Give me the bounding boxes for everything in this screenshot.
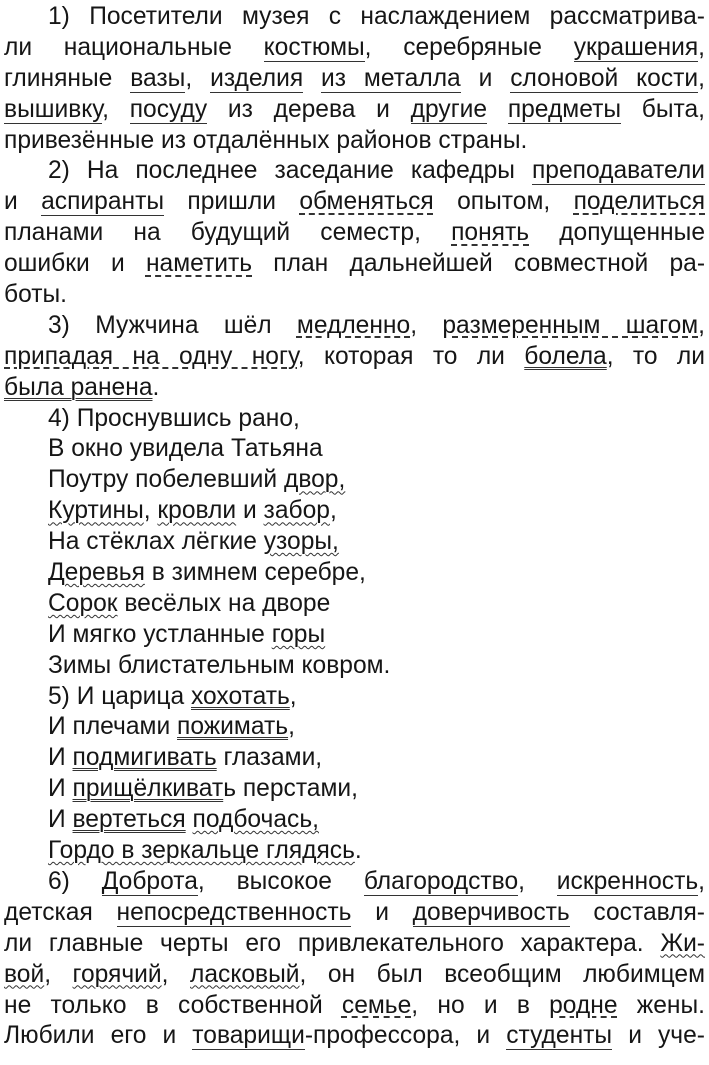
text-line [4, 218, 705, 249]
text-run: В окно увидела Татьяна [48, 435, 323, 463]
marked-word: Жи- [660, 929, 705, 957]
text-run: ли главные черты его привлекательного характера. [4, 929, 661, 957]
text-line [4, 465, 705, 496]
text-run: На стёклах лёгкие [48, 528, 264, 556]
text-run: , [185, 64, 211, 92]
text-run: 6) [48, 867, 102, 895]
text-run: , [698, 64, 706, 92]
text-run: , [518, 867, 557, 895]
marked-word: преподаватели [531, 157, 705, 185]
marked-word: вышивку [4, 95, 103, 123]
text-line [4, 280, 705, 311]
text-run: ь перстами, [223, 775, 358, 803]
text-run: , [410, 311, 443, 339]
text-line [4, 126, 705, 157]
text-run: весёлых на дворе [117, 589, 331, 617]
marked-word: пожимать [177, 713, 289, 741]
text-run: глазами, [216, 744, 323, 772]
marked-word: узоры, [263, 528, 339, 556]
marked-word: припадая на одну ногу [4, 342, 298, 370]
text-run: И [48, 775, 73, 803]
text-run: . [354, 837, 362, 865]
text-run: И [48, 744, 73, 772]
text-run: , [698, 33, 705, 61]
text-line [4, 187, 705, 218]
text-run: . [152, 373, 160, 401]
text-line [4, 712, 705, 743]
text-line [4, 249, 705, 280]
text-line [4, 743, 705, 774]
marked-word: вой [4, 960, 45, 988]
marked-word: доверчивость [412, 898, 570, 926]
text-run: пришли [164, 188, 300, 216]
marked-word: двор, [283, 466, 346, 494]
text-run: опытом, [433, 188, 574, 216]
text-run: И плечами [48, 713, 178, 741]
text-run: и [351, 898, 413, 926]
marked-word: болела [524, 342, 607, 370]
text-line [4, 589, 705, 620]
text-run: составля- [569, 898, 705, 926]
text-line [4, 960, 705, 991]
text-run: , [289, 682, 297, 710]
text-line [4, 434, 705, 465]
text-run: , [161, 960, 190, 988]
marked-word: благородство [363, 867, 519, 895]
text-line [4, 342, 705, 373]
marked-word: товарищи [192, 1022, 305, 1050]
text-run: , [143, 497, 158, 525]
text-run: глиняные [4, 64, 131, 92]
text-run: боты. [4, 281, 67, 309]
marked-word: посуду [129, 95, 208, 123]
text-run [186, 806, 193, 833]
marked-word: непосредственность [116, 898, 352, 926]
marked-word: из металла [321, 64, 461, 92]
text-run: план дальнейшей совместной ра- [252, 250, 706, 278]
text-line [4, 311, 705, 342]
marked-word: Сорок [48, 589, 118, 617]
text-run: не только в собственной [4, 991, 342, 1019]
text-run: , серебряные [364, 33, 574, 61]
text-run: 1) Посетители музея с наслаждением рассматрива- [48, 3, 705, 30]
marked-word: была ранена [4, 373, 153, 401]
text-run: И [48, 806, 73, 834]
text-line [4, 991, 705, 1022]
text-run: ошибки и [4, 250, 146, 278]
text-run: детская [4, 898, 117, 926]
text-run: быта, [621, 95, 705, 123]
text-run: , [698, 867, 706, 895]
text-run: и [236, 497, 264, 525]
text-run: -профессора, и [304, 1022, 507, 1050]
marked-word: вазы [130, 64, 186, 92]
marked-word: аспиранты [41, 188, 165, 216]
marked-word: слоновой кости [510, 64, 699, 92]
text-line [4, 805, 705, 836]
marked-word: поделиться [573, 188, 706, 216]
marked-word: семье [341, 991, 412, 1019]
text-line [4, 558, 705, 589]
text-run: Поутру побелевший [48, 466, 284, 494]
marked-word: хохотать [191, 682, 290, 710]
text-line [4, 33, 705, 64]
text-line [4, 1021, 705, 1052]
text-run: 2) На последнее заседание кафедры [48, 157, 532, 185]
text-line [4, 867, 705, 898]
text-line [4, 836, 705, 867]
text-line [4, 620, 705, 651]
text-run: и уче- [612, 1022, 705, 1050]
text-run: , [329, 497, 337, 525]
text-run: , но и в [411, 991, 550, 1019]
text-run: , то ли [606, 342, 706, 370]
text-run: 4) Проснувшись рано, [48, 404, 300, 432]
marked-word: медленно [296, 311, 411, 339]
text-run: , высокое [197, 867, 364, 895]
marked-word: искренность [556, 867, 699, 895]
marked-word: Куртины [48, 497, 144, 525]
text-run: привезённые из отдалённых районов страны. [4, 126, 528, 154]
text-line [4, 774, 705, 805]
text-line [4, 2, 705, 33]
text-run: планами на будущий семестр, [4, 219, 452, 247]
text-line [4, 156, 705, 187]
marked-word: горы [271, 620, 326, 648]
text-run: И мягко устланные [48, 620, 272, 648]
text-line [4, 496, 705, 527]
marked-word: забор [263, 497, 330, 525]
marked-word: кровли [157, 497, 237, 525]
marked-word: горячий [72, 960, 162, 988]
text-line [4, 373, 705, 404]
text-run: , [44, 960, 73, 988]
text-run: , [288, 713, 295, 741]
marked-word: обменяться [299, 188, 434, 216]
text-run [303, 65, 321, 92]
text-line [4, 527, 705, 558]
text-run: , он был всеобщим любимцем [299, 960, 706, 988]
marked-word: предметы [507, 95, 622, 123]
text-run: , которая то ли [297, 342, 525, 370]
marked-word: костюмы [263, 33, 365, 61]
text-run: ли национальные [4, 33, 264, 61]
text-run: в зимнем серебре, [144, 559, 366, 587]
text-line [4, 898, 705, 929]
text-run: из дерева и [207, 95, 411, 123]
marked-word: понять [451, 219, 530, 247]
text-line [4, 651, 705, 682]
text-line [4, 404, 705, 435]
text-run: и [460, 64, 511, 92]
text-run: , [698, 311, 705, 339]
marked-word: другие [410, 95, 488, 123]
text-run: 5) И царица [48, 682, 191, 710]
marked-word: подмигивать [72, 744, 217, 772]
text-run: 3) Мужчина шёл [48, 311, 297, 339]
marked-word: Доброта [101, 867, 198, 895]
marked-word: наметить [145, 250, 253, 278]
text-line [4, 95, 705, 126]
marked-word: подбочась, [192, 806, 319, 834]
text-run [487, 96, 508, 123]
marked-word: размеренным шагом [442, 311, 699, 339]
marked-word: вертеться [72, 806, 186, 834]
marked-word: прищёлкиват [72, 775, 224, 803]
text-line [4, 929, 705, 960]
text-run: и [4, 188, 42, 216]
text-run: жены. [617, 991, 705, 1019]
text-line [4, 64, 705, 95]
marked-word: ласковый [190, 960, 300, 988]
text-line [4, 682, 705, 713]
marked-word: студенты [506, 1022, 613, 1050]
text-run: Зимы блистательным ковром. [48, 651, 391, 679]
marked-word: родне [549, 991, 618, 1019]
text-run: , [102, 95, 130, 123]
marked-word: Деревья [48, 559, 145, 587]
marked-word: изделия [210, 64, 304, 92]
marked-word: украшения [573, 33, 699, 61]
text-run: допущенные [529, 219, 705, 247]
marked-word: Гордо в зеркальце глядясь [48, 837, 355, 865]
text-run: Любили его и [4, 1022, 193, 1050]
